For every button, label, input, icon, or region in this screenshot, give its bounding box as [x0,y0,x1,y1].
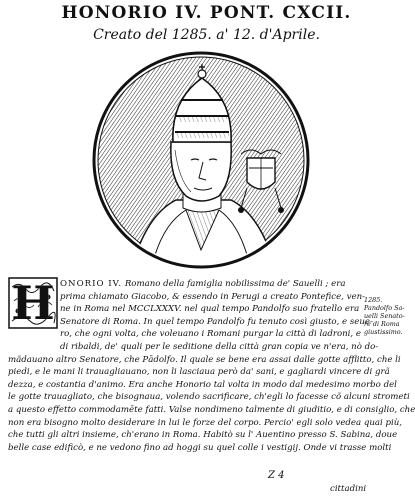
decorated-initial [8,277,58,329]
text-line: piedi, e le mani li trauagliauano, non li lasciaua però da' sani, e gagliardi vincere di grã [8,367,390,378]
text-line: di ribaldi, de' quali per le seditione della città gran copia ve n'era, nò do- [60,341,379,352]
margin-note-line: 1285. [364,296,383,304]
text-line: prima chiamato Giacobo, & essendo in Perugi a creato Pontefice, ven- [60,291,366,302]
margin-note-line: uelli Senato- [364,312,405,320]
page-title: HONORIO IV. PONT. CXCII. [61,3,352,23]
ornament-icon [8,277,58,329]
text-line: Senatore di Roma. In quel tempo Pandolfo fu tenuto così giusto, e seue- [60,316,373,327]
margin-note [364,296,412,336]
text-line: ONORIO IV. Romano della famiglia nobilissima de' Sauelli ; era [60,279,346,289]
margin-note-line: Pandolfo Sa- [364,304,405,312]
text-line: ro, che ogni volta, che voleuano i Romani purgar la città di ladroni, e [60,329,361,340]
pope-portrait-medallion [91,50,311,270]
text-line: a questo effetto commodamēte fatti. Valse nondimeno talmente di giuditio, e di consiglio, che [8,404,415,415]
page-signature: Z 4 [268,470,285,481]
text-line: che tutti gli altri insieme, ch'erano in Roma. Habitò su l' Auentino presso S. Sabina, doue [8,430,398,441]
text-line: ne in Roma nel MCCLXXXV. nel qual tempo Pandolfo suo fratello era [60,304,360,315]
catchword: cittadini [330,484,367,494]
text-line: mãdauano altro Senatore, che Pādolfo. Il quale se bene era assai dalle gotte afflitto, che li [8,354,401,365]
initial-letter: H [11,276,55,330]
text-line: dezza, e costantia d'animo. Era anche Honorio tal volta in modo dal medesimo morbo del [8,379,397,390]
margin-note-line: re di Roma [364,320,400,328]
text-line: le gotte trauagliato, che bisognaua, volendo sacrificare, ch'egli lo facesse cõ alcuni strometi [8,392,410,403]
margin-note-line: giustissimo. [364,328,403,336]
text-line: belle case edificò, e ne vedono fino ad hoggi su quel colle i vestigij. Onde vi trasse molti [8,442,392,453]
lead-words: ONORIO IV. [60,279,123,289]
page-subtitle: Creato del 1285. a' 12. d'Aprile. [93,27,320,43]
text-line: non era bisogno molto desiderare in lui le forze del corpo. Percio' egli solo vedea quai più, [8,417,403,428]
